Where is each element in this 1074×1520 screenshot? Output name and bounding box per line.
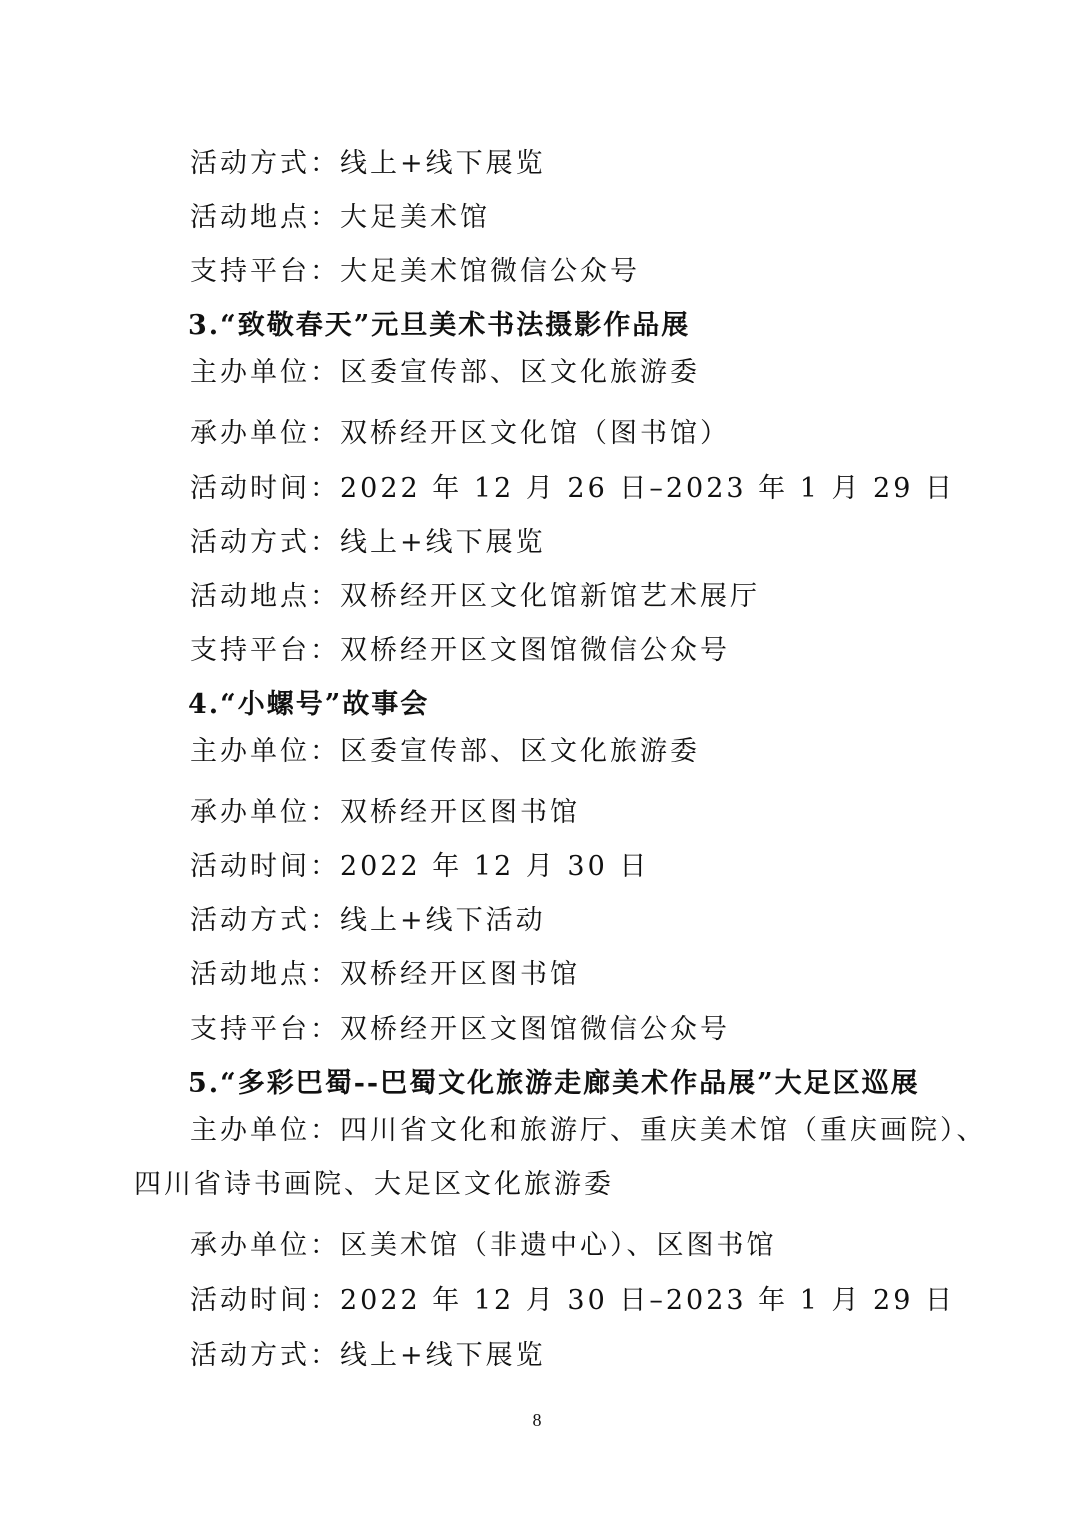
co-organizer-line: 承办单位：区美术馆（非遗中心）、区图书馆 (190, 1230, 777, 1261)
activity-location-line: 活动地点：双桥经开区文化馆新馆艺术展厅 (190, 581, 760, 612)
activity-format-line: 活动方式：线上+线下展览 (190, 1340, 546, 1371)
activity-location-line: 活动地点：大足美术馆 (190, 202, 490, 233)
activity-location-line: 活动地点：双桥经开区图书馆 (190, 959, 580, 990)
activity-format-line: 活动方式：线上+线下展览 (190, 527, 546, 558)
organizer-line-continued: 四川省诗书画院、大足区文化旅游委 (134, 1169, 614, 1200)
co-organizer-line: 承办单位：双桥经开区文化馆（图书馆） (190, 418, 730, 449)
activity-time-line: 活动时间：2022 年 12 月 30 日–2023 年 1 月 29 日 (190, 1285, 955, 1316)
organizer-line: 主办单位：四川省文化和旅游厅、重庆美术馆（重庆画院）、 (190, 1115, 987, 1146)
support-platform-line: 支持平台：双桥经开区文图馆微信公众号 (190, 1014, 730, 1045)
activity-format-line: 活动方式：线上+线下展览 (190, 148, 546, 179)
support-platform-line: 支持平台：双桥经开区文图馆微信公众号 (190, 635, 730, 666)
activity-time-line: 活动时间：2022 年 12 月 26 日–2023 年 1 月 29 日 (190, 473, 955, 504)
organizer-line: 主办单位：区委宣传部、区文化旅游委 (190, 357, 700, 388)
section-heading-5: 5.“多彩巴蜀--巴蜀文化旅游走廊美术作品展”大足区巡展 (188, 1068, 920, 1099)
page-number: 8 (532, 1410, 542, 1430)
section-heading-4: 4.“小螺号”故事会 (188, 689, 430, 720)
co-organizer-line: 承办单位：双桥经开区图书馆 (190, 797, 580, 828)
organizer-line: 主办单位：区委宣传部、区文化旅游委 (190, 736, 700, 767)
activity-time-line: 活动时间：2022 年 12 月 30 日 (190, 851, 650, 882)
section-heading-3: 3.“致敬春天”元旦美术书法摄影作品展 (188, 310, 691, 341)
activity-format-line: 活动方式：线上+线下活动 (190, 905, 546, 936)
support-platform-line: 支持平台：大足美术馆微信公众号 (190, 256, 640, 287)
